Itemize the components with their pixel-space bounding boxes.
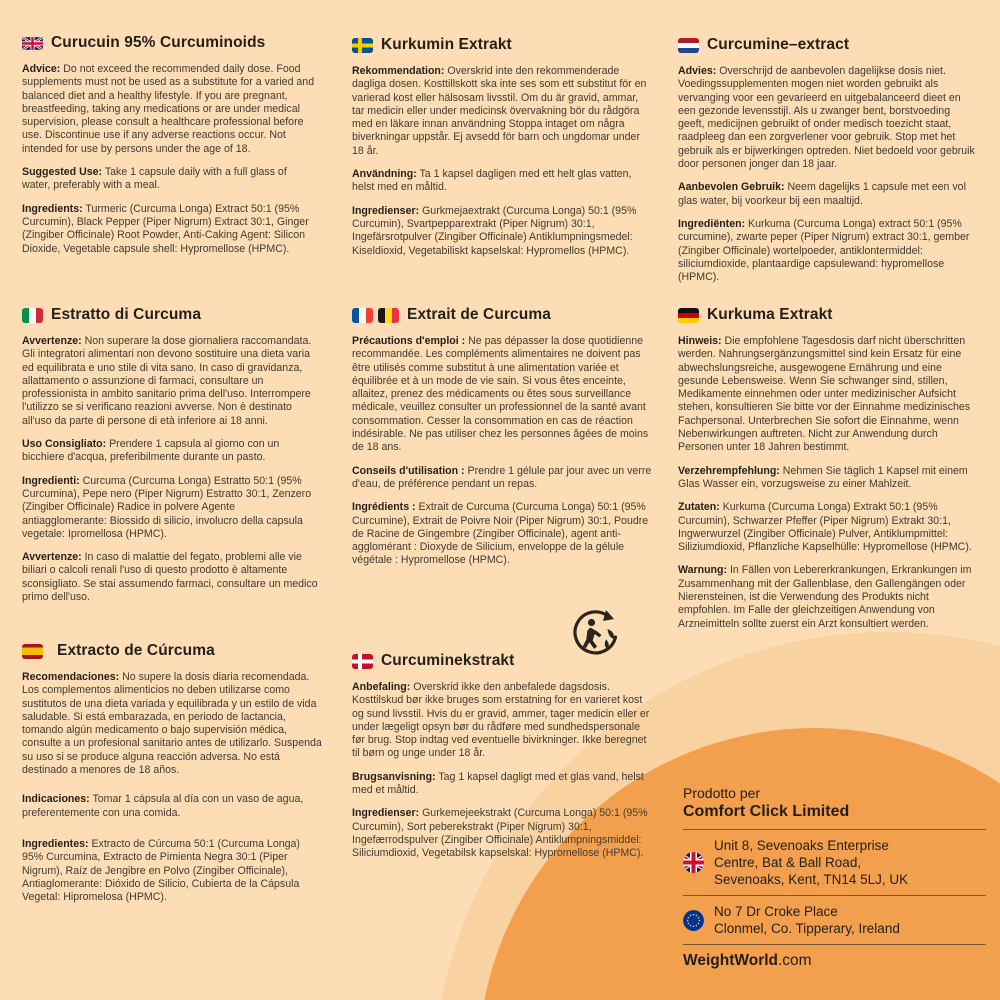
france-flag-icon <box>352 308 373 323</box>
france-belgium-flags <box>352 308 399 323</box>
germany-flag-icon <box>678 308 699 323</box>
section-heading-spanish: Extracto de Cúrcuma <box>57 642 215 659</box>
paragraph-label: Ingredienser: <box>352 807 420 820</box>
paragraph-ingredients <box>22 203 316 256</box>
section-heading-swedish: Kurkumin Extrakt <box>381 36 512 53</box>
paragraph-text: Prendre 1 gélule par jour avec un verre d'eau, de préférence pendant un repas. <box>352 464 652 490</box>
paragraph-advice <box>22 63 316 156</box>
paragraph-text: Kurkuma (Curcuma Longa) extract 50:1 (95% curcumine), zwarte peper (Piper Nigrum) extract 30:1, gember (Zingiber Officinale) wortelpoeder, antiklontermiddel: siliciumdioxide, plantaardige capsulewand: hypromellose (HPMC). <box>678 217 970 284</box>
paragraph-text: Prendere 1 capsula al giorno con un bicchiere d'acqua, preferibilmente durante un pasto. <box>22 438 280 464</box>
section-italian <box>22 306 318 604</box>
section-german-header <box>678 306 978 324</box>
paragraph-warning <box>678 564 978 630</box>
paragraph-label: Conseils d'utilisation : <box>352 464 465 477</box>
section-german <box>678 306 978 631</box>
website-tld: .com <box>778 952 812 969</box>
website-url <box>683 952 986 970</box>
paragraph-label: Indicaciones: <box>22 793 90 806</box>
website-brand: WeightWorld <box>683 952 778 969</box>
section-danish <box>352 652 652 861</box>
company-name: Comfort Click Limited <box>683 803 850 820</box>
belgium-flag-icon <box>378 308 399 323</box>
paragraph-notice <box>678 335 978 455</box>
paragraph-consumption <box>678 465 978 492</box>
section-english-header <box>22 34 316 52</box>
section-swedish-header <box>352 36 648 54</box>
section-swedish <box>352 36 648 258</box>
section-french-header <box>352 306 652 324</box>
paragraph-label: Précautions d'emploi : <box>352 335 466 347</box>
paragraph-text: Neem dagelijks 1 capsule met een vol glas water, bij voorkeur bij een maaltijd. <box>678 181 966 207</box>
paragraph-ingredients <box>22 475 318 541</box>
denmark-flag-icon <box>352 654 373 669</box>
paragraph-text: Die empfohlene Tagesdosis darf nicht überschritten werden. Nahrungsergänzungsmittel sind kein Ersatz für eine abwechslungsreiche, ausgewogene Ernährung und eine gesunde Lebensweise. Wenn Sie schwanger sind, stillen, Medikamente einnehmen oder unter medizinischer Aufsicht stehen, konsultieren Sie bitte vor der Einnahme medizinisches Fachpersonal. Unterbrechen Sie sofort die Einnahme, wenn Nebenwirkungen auftreten. Nicht zur Anwendung durch Personen unter 18 Jahren bestimmt. <box>678 335 971 454</box>
section-heading-danish: Curcuminekstrakt <box>381 652 515 669</box>
paragraph-text: Curcuma (Curcuma Longa) Estratto 50:1 (95% Curcumina), Pepe nero (Piper Nigrum) Estratto 30:1, Zenzero (Zingiber Officinale) Radice in polvere Agente antiagglomerante: Biossido di silicio, involucro della capsula vegetale: Ipromellosa (HPMC). <box>22 474 312 540</box>
divider <box>683 895 986 896</box>
section-heading-italian: Estratto di Curcuma <box>51 306 202 323</box>
section-french <box>352 306 652 568</box>
triman-recycling-icon <box>570 607 623 660</box>
paragraph-ingredients <box>352 205 648 258</box>
divider <box>683 829 986 830</box>
paragraph-text: Gurkemejeekstrakt (Curcuma Longa) 50:1 (95% Curcumin), Sort peberekstrakt (Piper Nigrum) 30:1, Ingefærrodspulver (Zingiber Officinale) Antiklumpningsmiddel: Siliciumdioxid, Vegetabilsk kapselskal: Hypromellose (HPMC). <box>352 807 648 860</box>
section-heading-english: Curucuin 95% Curcuminoids <box>51 34 266 51</box>
eu-round-flag-icon <box>683 910 704 931</box>
sweden-flag-icon <box>352 38 373 53</box>
paragraph-label: Uso Consigliato: <box>22 438 107 451</box>
paragraph-ingredients <box>678 501 978 554</box>
paragraph-text: Ne pas dépasser la dose quotidienne recommandée. Les compléments alimentaires ne doivent pas être utilisés comme substitut à une alimentation variée et équilibrée et à un mode de vie sain. Si vous êtes enceinte, allaitez, prenez des médicaments ou êtes sous surveillance médicale, veuillez consulter un professionnel de la santé avant consommation. Cesser la consommation en cas de réaction indésirable. Ne pas utiliser chez les personnes âgées de moins de 18 ans. <box>352 335 649 454</box>
italy-flag-icon <box>22 308 43 323</box>
paragraph-warnings <box>22 335 318 428</box>
section-spanish <box>22 642 322 904</box>
paragraph-precautions <box>352 335 652 455</box>
section-dutch-header <box>678 36 978 54</box>
paragraph-label: Verzehrempfehlung: <box>678 464 780 477</box>
uk-address <box>714 837 908 888</box>
paragraph-text: Take 1 capsule daily with a full glass of water, preferably with a meal. <box>22 166 287 192</box>
paragraph-text: Turmeric (Curcuma Longa) Extract 50:1 (95% Curcumin), Black Pepper (Piper Nigrum) Extract 30:1, Ginger (Zingiber Officinale) Root Powder, Anti-Caking Agent: Silicon Dioxide, Vegetable capsule shell: Hypromellose (HPMC). <box>22 202 309 255</box>
paragraph-ingredients <box>22 838 322 904</box>
address-line: No 7 Dr Croke Place <box>714 904 838 919</box>
paragraph-text: Overschrijd de aanbevolen dagelijkse dosis niet. Voedingssupplementen mogen niet worden gebruikt als vervanging voor een gevarieerd en uitgebalanceerd dieet en een gezonde levensstijl. Als u zwanger bent, borstvoeding geeft, medicijnen gebruikt of onder medisch toezicht staat, raadpleeg dan een zorgverlener voor gebruik. Stop met het gebruik als er bijwerkingen optreden. Niet bedoeld voor gebruik door personen jonger dan 18 jaar. <box>678 65 975 171</box>
address-line: Clonmel, Co. Tipperary, Ireland <box>714 921 900 936</box>
paragraph-ingredients <box>352 807 652 860</box>
spain-flag-icon <box>22 644 43 659</box>
netherlands-flag-icon <box>678 38 699 53</box>
uk-address-row <box>683 837 986 888</box>
paragraph-label: Hinweis: <box>678 335 722 347</box>
paragraph-advice <box>678 65 978 171</box>
section-dutch <box>678 36 978 284</box>
paragraph-label: Zutaten: <box>678 501 720 514</box>
paragraph-text: In Fällen von Lebererkrankungen, Erkrankungen im Zusammenhang mit der Gallenblase, den Gallengängen oder Nierensteinen, ist die Verwendung des Produkts nicht empfohlen. Im Falle der gleichzeitigen Anwendung von Arzneimitteln sollte zuerst ein Arzt konsultiert werden. <box>678 564 972 630</box>
paragraph-warnings-liver <box>22 551 318 604</box>
ireland-address-row <box>683 903 986 937</box>
paragraph-label: Ingredienti: <box>22 474 80 487</box>
paragraph-suggested-use <box>22 438 318 465</box>
paragraph-label: Advies: <box>678 65 717 77</box>
paragraph-text: Non superare la dose giornaliera raccomandata. Gli integratori alimentari non devono sostituire una dieta varia ed equilibrata e uno stile di vita sano. In caso di gravidanza, allattamento o assunzione di farmaci, consultare un professionista in ambito sanitario prima dell'uso. Interrompere l'utilizzo se si verificano reazioni avverse. Non è destinato all'uso da parte di persone di età inferiore ai 18 anni. <box>22 335 312 427</box>
paragraph-label: Ingredienser: <box>352 204 420 217</box>
section-spanish-header <box>22 642 322 660</box>
paragraph-text: Ta 1 kapsel dagligen med ett helt glas vatten, helst med en måltid. <box>352 168 632 194</box>
uk-round-flag-icon <box>683 852 704 873</box>
paragraph-text: Gurkmejaextrakt (Curcuma Longa) 50:1 (95% Curcumin), Svartpepparextrakt (Piper Nigrum) 30:1, Ingefärsrotpulver (Zingiber Officinale) Antiklumpningsmedel: Kiseldioxid, Vegetabiliskt kapselskal: Hypromellos (HPMC). <box>352 204 637 257</box>
paragraph-label: Ingredientes: <box>22 837 89 850</box>
paragraph-text: Tomar 1 cápsula al día con un vaso de agua, preferentemente con una comida. <box>22 793 304 819</box>
paragraph-directions <box>352 771 652 798</box>
paragraph-text: Extrait de Curcuma (Curcuma Longa) 50:1 (95% Curcumine), Extrait de Poivre Noir (Piper Nigrum) 30:1, Poudre de Racine de Gingembre (Zingiber Officinale), agent anti-agglomérant : Dioxyde de Silicium, enveloppe de la gélule végétale : Hypromellose (HPMC). <box>352 501 649 567</box>
paragraph-label: Suggested Use: <box>22 166 103 179</box>
divider <box>683 944 986 945</box>
uk-flag-icon <box>22 36 43 51</box>
paragraph-ingredients <box>352 501 652 567</box>
paragraph-usage <box>352 168 648 195</box>
paragraph-label: Rekommendation: <box>352 65 445 77</box>
paragraph-text: Nehmen Sie täglich 1 Kapsel mit einem Glas Wasser ein, vorzugsweise zu einer Mahlzeit. <box>678 464 968 490</box>
address-line: Unit 8, Sevenoaks Enterprise <box>714 838 889 853</box>
paragraph-text: Do not exceed the recommended daily dose. Food supplements must not be used as a substitute for a varied and balanced diet and a healthy lifestyle. If you are pregnant, breastfeeding, taking any medications or are under medical supervision, please consult a healthcare professional before use. Discontinue use if any adverse reactions occur. Not intended for use by persons under the age of 18. <box>22 63 315 155</box>
paragraph-label: Aanbevolen Gebruik: <box>678 181 785 194</box>
section-english <box>22 34 316 256</box>
paragraph-label: Advice: <box>22 63 61 75</box>
paragraph-text: Tag 1 kapsel dagligt med et glas vand, helst med et måltid. <box>352 770 644 797</box>
paragraph-label: Användning: <box>352 168 417 181</box>
paragraph-label: Brugsanvisning: <box>352 770 436 783</box>
paragraph-recommendation <box>352 681 652 761</box>
paragraph-text: Extracto de Cúrcuma 50:1 (Curcuma Longa) 95% Curcumina, Extracto de Pimienta Negra 30:1 (Piper Nigrum), Raíz de Jengibre en Polvo (Zingiber Officinale), Antiaglomerante: Dióxido de Silicio, Cubierta de la Cápsula Vegetal: Hipromelosa (HPMC). <box>22 837 300 904</box>
paragraph-label: Avvertenze: <box>22 551 82 564</box>
distributor-info <box>683 784 986 970</box>
paragraph-indications <box>22 793 322 820</box>
paragraph-recommendations <box>22 671 322 777</box>
section-heading-german: Kurkuma Extrakt <box>707 306 833 323</box>
paragraph-label: Warnung: <box>678 564 728 577</box>
paragraph-text: No supere la dosis diaria recomendada. Los complementos alimenticios no deben utilizarse como sustitutos de una dieta variada y equilibrada y un estilo de vida saludable. Si está embarazada, en periodo de lactancia, tomando algún medicamento o bajo supervisión médica, consulte a un profesional sanitario antes de utilizarlo. Suspenda su uso si se produce alguna reacción adversa. No está destinado a menores de 18 años. <box>22 671 322 777</box>
paragraph-ingredients <box>678 218 978 284</box>
section-italian-header <box>22 306 318 324</box>
paragraph-label: Ingrédients : <box>352 501 416 514</box>
produced-for-label: Prodotto per <box>683 785 761 801</box>
paragraph-recommended-use <box>678 181 978 208</box>
paragraph-text: Kurkuma (Curcuma Longa) Extrakt 50:1 (95% Curcumin), Schwarzer Pfeffer (Piper Nigrum) Extrakt 30:1, Ingwerwurzel (Zingiber Officinale) Pulver, Antiklumpmittel: Siliziumdioxid, Pflanzliche Kapselhülle: Hypromellose (HPMC). <box>678 501 972 554</box>
paragraph-suggested-use <box>22 166 316 193</box>
section-heading-french: Extrait de Curcuma <box>407 306 551 323</box>
paragraph-recommendation <box>352 65 648 158</box>
address-line: Sevenoaks, Kent, TN14 5LJ, UK <box>714 872 909 887</box>
paragraph-text: In caso di malattie del fegato, problemi alle vie biliari o calcoli renali l'uso di questo prodotto è altamente sconsigliato. Se stai assumendo farmaci, consultare un medico primo dell'uso. <box>22 551 318 604</box>
paragraph-label: Recomendaciones: <box>22 671 120 683</box>
paragraph-label: Ingrediënten: <box>678 217 746 230</box>
paragraph-usage-advice <box>352 465 652 492</box>
paragraph-label: Avvertenze: <box>22 335 82 347</box>
address-line: Centre, Bat & Ball Road, <box>714 855 862 870</box>
paragraph-label: Anbefaling: <box>352 681 411 693</box>
paragraph-label: Ingredients: <box>22 202 83 215</box>
paragraph-text: Overskrid ikke den anbefalede dagsdosis. Kosttilskud bør ikke bruges som erstatning for en varieret kost og sund livsstil. Hvis du er gravid, ammer, tager medicin eller er under lægeligt opsyn bør du rådføre med sundhedspersonale før brug. Stop indtag ved eventuelle bivirkninger. Ikke beregnet til børn og unge under 18 år. <box>352 681 650 760</box>
section-heading-dutch: Curcumine–extract <box>707 36 850 53</box>
paragraph-text: Overskrid inte den rekommenderade dagliga dosen. Kosttillskott ska inte ses som ett substitut för en varierad kost eller hälsosam livsstil. Om du är gravid, ammar, tar medicin eller under medicinsk övervakning bör du rådgöra med en läkare innan användning Stoppa intaget om några biverkningar uppstår. Ej avsedd för barn och ungdomar under 18 år. <box>352 65 647 157</box>
ireland-address <box>714 903 900 937</box>
